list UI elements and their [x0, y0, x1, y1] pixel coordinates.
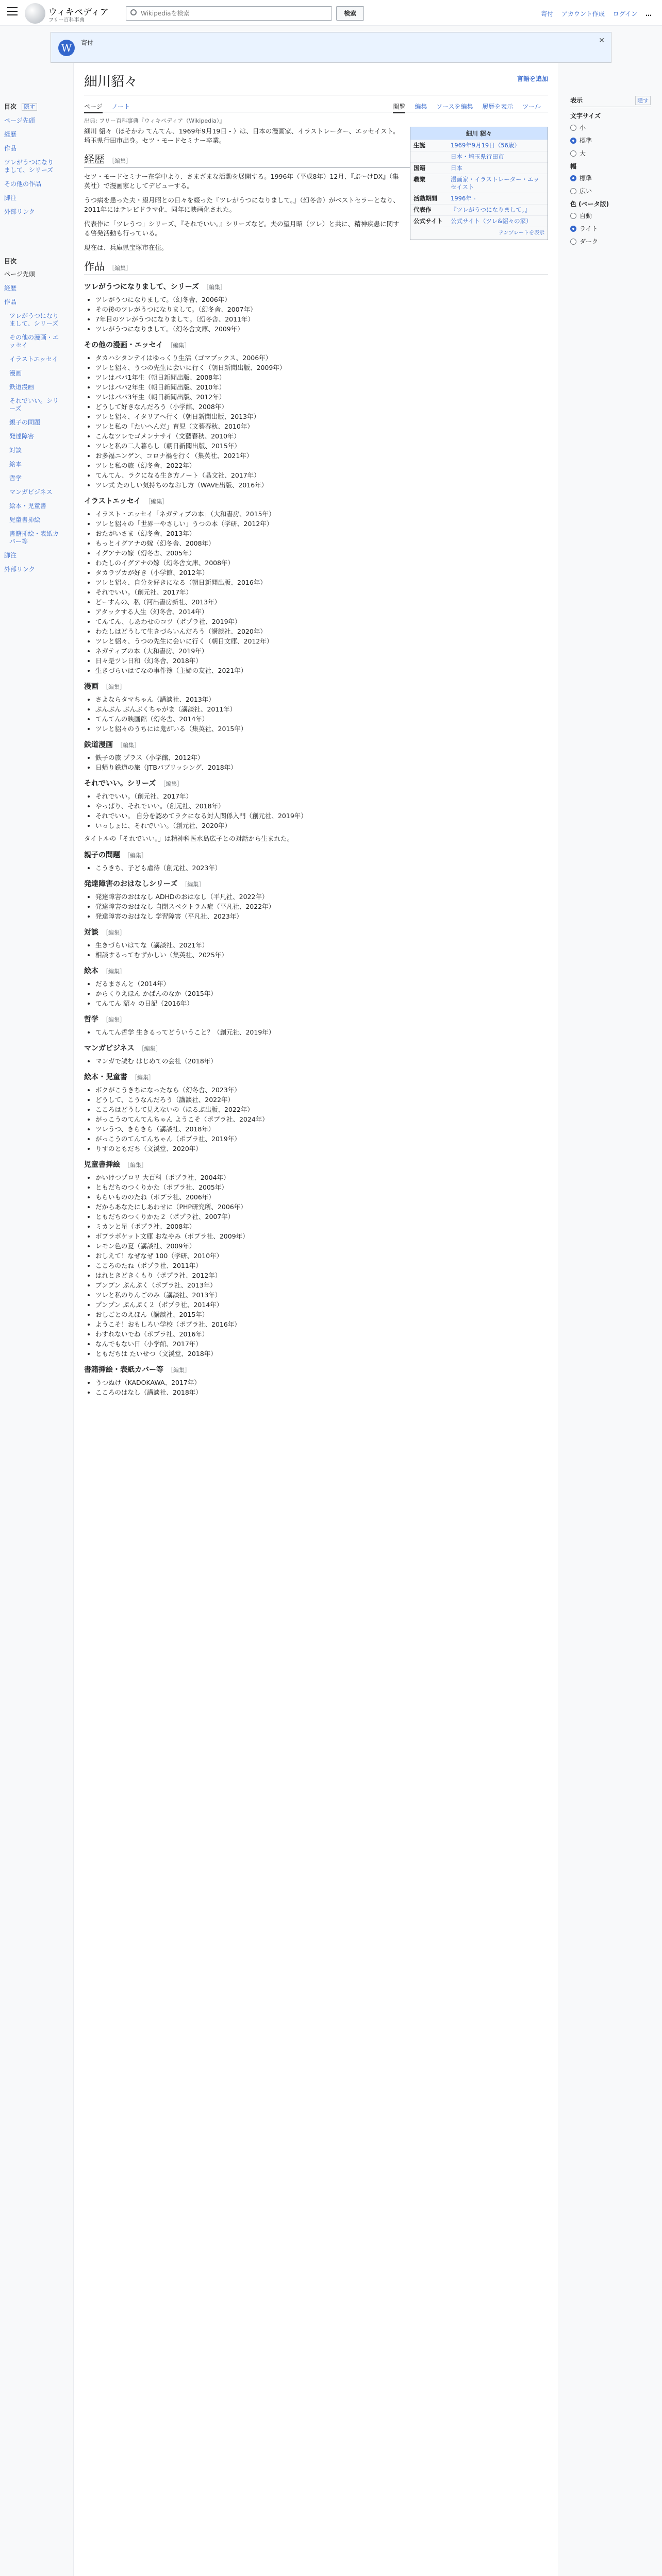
radio-button[interactable] [570, 239, 576, 245]
edit-section-link[interactable]: ［編集］ [124, 852, 147, 859]
wikipedia-logo[interactable] [25, 3, 45, 24]
works-list [84, 941, 548, 959]
infobox-value[interactable]: 漫画家・イラストレーター・エッセイスト [451, 176, 539, 191]
text-size-option[interactable] [570, 136, 651, 145]
subsection-title: その他の漫画・エッセイ [84, 341, 163, 349]
infobox-key: 職業 [413, 176, 425, 183]
toc-item[interactable]: 外部リンク [4, 566, 35, 573]
search-button[interactable]: 検索 [336, 6, 364, 21]
tab-page[interactable]: ページ [84, 103, 103, 113]
toc-item[interactable]: 作品 [4, 298, 17, 306]
toc-item[interactable]: ツレがうつになりまして、シリーズ [9, 312, 59, 327]
list-item: • 7年目のツレがうつになりまして。（幻冬舎、2011年） [95, 315, 548, 324]
appearance-header [570, 96, 651, 107]
subsection-heading [84, 851, 548, 860]
subsection-title: 児童書挿絵 [84, 1161, 120, 1169]
works-list [84, 695, 548, 733]
list-item: • うつぬけ（KADOKAWA、2017年） [95, 1378, 548, 1387]
toc-item[interactable]: 脚注 [4, 552, 17, 559]
toc-item[interactable]: 書籍挿絵・表紙カバー等 [9, 530, 59, 545]
nav-header [4, 102, 56, 111]
list-item: • おしえて！なぜなぜ 100（学研、2010年） [95, 1251, 548, 1260]
infobox-title: 細川 貂々 [410, 127, 548, 140]
list-item: • おたがいさま（幻冬舎、2013年） [95, 529, 548, 538]
tab-tools[interactable]: ツール [522, 103, 541, 110]
list-item: • アタックする人生（幻冬舎、2014年） [95, 607, 548, 616]
color-title: 色 (ベータ版) [570, 200, 609, 208]
nav-title: 目次 [4, 103, 17, 110]
subsection-title: 対談 [84, 928, 98, 937]
site-wordmark[interactable]: ウィキペディア [48, 7, 109, 18]
list-item: • もっとイグアナの嫁（幻冬舎、2008年） [95, 539, 548, 548]
list-item: • お多福ニンゲン、コロナ禍を行く（集英社、2021年） [95, 451, 548, 460]
list-item: • タカハシタンテイはゆっくり生活（ゴマブックス、2006年） [95, 353, 548, 362]
title-bar [74, 63, 558, 99]
subsection-heading [84, 1073, 548, 1082]
toc-item[interactable]: ページ先頭 [4, 270, 35, 278]
list-item: • だからあなたにしあわせに（PHP研究所、2006年） [95, 1202, 548, 1211]
edit-section-link[interactable]: ［編集］ [103, 684, 125, 690]
infobox-key: 活動期間 [413, 195, 437, 202]
infobox-value[interactable]: 公式サイト（ツレ&貂々の家） [451, 217, 532, 225]
infobox-value[interactable]: 1969年9月19日（56歳） [451, 142, 520, 149]
lead-paragraph: 細川 貂々（ほそかわ てんてん、1969年9月19日 - ）は、日本の漫画家、イラストレーター、エッセイスト。埼玉県行田市出身。セツ・モードセミナー卒業。 [84, 127, 400, 144]
search-icon [130, 9, 137, 15]
toc-item[interactable]: 経歴 [4, 284, 17, 292]
edit-section-link[interactable]: ［編集］ [203, 284, 226, 291]
subsection-heading [84, 497, 548, 506]
close-icon[interactable]: ✕ [599, 37, 605, 45]
works-list [84, 1378, 548, 1397]
subsection-title: 鉄道漫画 [84, 741, 113, 749]
subsection-heading [84, 879, 548, 889]
toc-item[interactable]: 絵本 [9, 461, 22, 468]
list-item: • わたしのイグアナの嫁（幻冬舎文庫、2008年） [95, 558, 548, 567]
page-tabs [84, 100, 548, 112]
toc-item[interactable]: それでいい。シリーズ [9, 397, 59, 412]
list-item: • がっこうのてんてんちゃん ようこそ（ポプラ社、2024年） [95, 1115, 548, 1124]
appearance-panel [570, 96, 651, 250]
width-option[interactable] [570, 174, 651, 182]
page-title: 細川貂々 [84, 74, 138, 90]
toc-item[interactable]: マンガビジネス [9, 488, 53, 496]
subsection-title: マンガビジネス [84, 1044, 135, 1053]
list-item: • 日々是ツレ日和（幻冬舎、2018年） [95, 656, 548, 665]
career-paragraph: セツ・モードセミナー在学中より、さまざまな活動を展開する。1996年（平成8年）12月、『ぶ〜けDX』（集英社）で漫画家としてデビューする。 [84, 173, 399, 190]
works-list [84, 1086, 548, 1153]
works-list [84, 979, 548, 1008]
create-account-link[interactable]: アカウント作成 [561, 10, 605, 18]
edit-section-link[interactable]: ［編集］ [131, 1074, 154, 1081]
list-item: • だるまさんと（2014年） [95, 979, 548, 988]
radio-button[interactable] [570, 226, 576, 232]
works-list [84, 295, 548, 333]
donation-banner [51, 32, 611, 63]
infobox-value[interactable]: 日本 [451, 164, 462, 172]
edit-section-link[interactable]: ［編集］ [181, 881, 205, 888]
toc-item[interactable]: 漫画 [9, 369, 22, 377]
infobox-row [410, 151, 548, 162]
subsection-heading [84, 1160, 548, 1170]
works-list [84, 892, 548, 921]
list-item: • ともだちは たいせつ（文溪堂、2018年） [95, 1349, 548, 1358]
list-item: • 発達障害のおはなし 自閉スペクトラム症（平凡社、2022年） [95, 902, 548, 911]
infobox-key: 生誕 [413, 142, 425, 149]
list-item: • それでいい。 自分を認めてラクになる対人関係入門（創元社、2019年） [95, 811, 548, 820]
list-item: • りすのともだち（文溪堂、2020年） [95, 1144, 548, 1153]
color-option[interactable] [570, 211, 651, 220]
works-note: タイトルの「それでいい。」は精神科医水島広子との対話から生まれた。 [84, 835, 294, 842]
toc-item[interactable]: イラストエッセイ [9, 355, 58, 363]
list-item: • 相談するってむずかしい（集英社、2025年） [95, 951, 548, 959]
edit-section-link[interactable]: ［編集］ [109, 265, 131, 272]
infobox-key: 国籍 [413, 164, 425, 172]
text-size-title: 文字サイズ [570, 112, 601, 120]
infobox-key: 公式サイト [413, 217, 443, 225]
infobox-row [410, 193, 548, 204]
subsection-heading [84, 1015, 548, 1025]
list-item: • ツレはパパ2年生（朝日新聞出版、2010年） [95, 383, 548, 392]
list-item: • マンガで読む はじめての会社（2018年） [95, 1057, 548, 1065]
search-input[interactable] [140, 7, 294, 20]
list-item: • イグアナの嫁（幻冬舎、2005年） [95, 549, 548, 557]
subsection-title: 絵本 [84, 967, 98, 975]
radio-button[interactable] [570, 150, 576, 157]
infobox-key [413, 153, 451, 161]
list-item: • ツレと私の旅（幻冬舎、2022年） [95, 461, 548, 470]
list-item: • ツレと私の「たいへんだ」育児（文藝春秋、2010年） [95, 422, 548, 431]
edit-section-link[interactable]: ［編集］ [109, 158, 131, 164]
tab-history[interactable]: 履歴を表示 [482, 103, 514, 110]
add-language-button[interactable]: 言語を追加 [517, 75, 548, 82]
list-item: • ツレ式 たのしい気持ちのなおし方（WAVE出版、2016年） [95, 481, 548, 489]
list-item: • どうして好きなんだろう（小学館、2008年） [95, 402, 548, 411]
list-item: • さよならタマちゃん（講談社、2013年） [95, 695, 548, 704]
list-item: • てんてん、ラクになる生き方ノート（晶文社、2017年） [95, 471, 548, 480]
works-list [84, 863, 548, 872]
text-size-option[interactable] [570, 123, 651, 132]
width-option-label: 標準 [580, 175, 592, 182]
infobox-value[interactable]: 1996年 - [451, 195, 476, 202]
subsection-title: イラストエッセイ [84, 497, 141, 505]
list-item: • どーすんの、私（河出書房新社、2013年） [95, 598, 548, 606]
edit-section-link[interactable]: ［編集］ [103, 1016, 125, 1023]
works-list [84, 510, 548, 675]
nav-item[interactable]: その他の作品 [4, 180, 42, 188]
text-size-option-label: 大 [580, 150, 586, 157]
infobox-row [410, 162, 548, 174]
main-menu-icon[interactable] [7, 7, 18, 15]
donate-link[interactable]: 寄付 [541, 10, 554, 18]
template-link[interactable]: テンプレートを表示 [410, 227, 548, 240]
infobox-row [410, 174, 548, 193]
subsection-title: 哲学 [84, 1015, 98, 1024]
site-tagline: フリー百科事典 [48, 18, 85, 23]
list-item: • ネガティブの本（大和書房、2019年） [95, 647, 548, 655]
color-option-label: ライト [580, 225, 598, 232]
search-box[interactable] [126, 6, 332, 21]
list-item: • はれときどきくもり（ポプラ社、2012年） [95, 1271, 548, 1280]
radio-button[interactable] [570, 175, 576, 181]
width-option[interactable] [570, 187, 651, 195]
subsection-heading [84, 341, 548, 350]
works-list [84, 353, 548, 489]
subsection-heading [84, 779, 548, 789]
list-item: • ツレと貂々のうちには鬼がいる（集英社、2015年） [95, 724, 548, 733]
width-title: 幅 [570, 163, 577, 170]
list-item: • 生きづらいはてな（講談社、2021年） [95, 941, 548, 950]
edit-section-link[interactable]: ［編集］ [103, 968, 125, 975]
list-item: • がっこうのてんてんちゃん（ポプラ社、2019年） [95, 1134, 548, 1143]
edit-section-link[interactable]: ［編集］ [168, 1367, 190, 1374]
infobox-value[interactable]: 『ツレがうつになりまして。』 [451, 206, 531, 213]
appearance-title: 表示 [570, 97, 583, 104]
top-header [0, 0, 662, 26]
list-item: • 日帰り鉄道の旅（JTBパブリッシング、2018年） [95, 763, 548, 772]
list-item: • ツレと貂々、うつの先生に会いに行く（朝日文庫、2012年） [95, 637, 548, 646]
list-item: • ツレと私の二人暮らし（朝日新聞出版、2015年） [95, 442, 548, 450]
nav-item[interactable]: ツレがうつになりまして、シリーズ [4, 159, 54, 174]
list-item: • ツレうつ、きらきら（講談社、2018年） [95, 1125, 548, 1133]
toc-title: 目次 [4, 258, 17, 265]
list-item: • かいけつゾロリ 大百科（ポプラ社、2004年） [95, 1173, 548, 1182]
list-item: • ツレはパパ1年生（朝日新聞出版、2008年） [95, 373, 548, 382]
heading-career-text: 経歴 [84, 153, 105, 165]
list-item: • やっぱり、それでいい。（創元社、2018年） [95, 802, 548, 810]
source-line: 出典: フリー百科事典『ウィキペディア（Wikipedia）』 [84, 117, 225, 124]
edit-section-link[interactable]: ［編集］ [124, 1162, 147, 1168]
list-item: • わたしはどうして生きづらいんだろう（講談社、2020年） [95, 627, 548, 636]
radio-button[interactable] [570, 213, 576, 219]
user-links [535, 9, 652, 18]
wikipedia-w-icon: W [58, 40, 75, 56]
banner-text: 寄付 [81, 39, 94, 46]
heading-works-text: 作品 [84, 260, 105, 273]
list-item: • 発達障害のおはなし 学習障害（平凡社、2023年） [95, 912, 548, 921]
toc-item[interactable]: 児童書挿絵 [9, 516, 41, 523]
list-item: • こころはどうして見えないの（ほるぷ出版、2022年） [95, 1105, 548, 1114]
subsection-heading [84, 740, 548, 750]
list-item: • その後のツレがうつになりまして。（幻冬舎、2007年） [95, 305, 548, 314]
list-item: • ポプラポケット文庫 おなやみ（ポプラ社、2009年） [95, 1232, 548, 1241]
list-item: • ツレがうつになりまして。（幻冬舎、2006年） [95, 295, 548, 304]
nav-item[interactable]: 脚注 [4, 194, 17, 201]
edit-section-link[interactable]: ［編集］ [145, 498, 168, 505]
edit-section-link[interactable]: ［編集］ [117, 742, 140, 749]
nav-item[interactable]: 外部リンク [4, 208, 35, 215]
toc-item[interactable]: その他の漫画・エッセイ [9, 334, 59, 349]
list-item: • それでいい。（創元社、2017年） [95, 792, 548, 801]
subsection-heading [84, 1044, 548, 1054]
text-size-option-label: 小 [580, 124, 586, 131]
list-item: • ツレと貂々、うつの先生に会いに行く（朝日新聞出版、2009年） [95, 363, 548, 372]
tab-talk[interactable]: ノート [111, 103, 130, 110]
infobox-row [410, 204, 548, 215]
list-item: • それでいい。（創元社、2017年） [95, 588, 548, 597]
nav-item[interactable]: ページ先頭 [4, 117, 35, 124]
list-item: • こころのはなし（講談社、2018年） [95, 1388, 548, 1397]
works-list [84, 1057, 548, 1065]
list-item: • もらいもののたね（ポプラ社、2006年） [95, 1193, 548, 1201]
subsection-heading [84, 967, 548, 976]
list-item: • いっしょに、それでいい。（創元社、2020年） [95, 821, 548, 830]
list-item: • こんなツレでゴメンナサイ（文藝春秋、2010年） [95, 432, 548, 440]
toc-item[interactable]: 哲学 [9, 474, 22, 482]
text-size-option-label: 標準 [580, 137, 592, 144]
subsection-title: 親子の問題 [84, 851, 120, 859]
toc-item[interactable]: 発達障害 [9, 433, 35, 440]
color-option[interactable] [570, 224, 651, 233]
edit-section-link[interactable]: ［編集］ [160, 781, 183, 787]
tab-edit[interactable]: 編集 [415, 103, 427, 110]
color-option[interactable] [570, 237, 651, 246]
heading-works [84, 262, 548, 275]
subsection-heading [84, 928, 548, 938]
list-item: • ともだちのつくりかた２（ポプラ社、2007年） [95, 1212, 548, 1221]
works-list [84, 1173, 548, 1358]
subsection-heading [84, 682, 548, 692]
nav-item[interactable]: 経歴 [4, 131, 17, 138]
list-item: • ツレがうつになりまして。（幻冬舎文庫、2009年） [95, 325, 548, 333]
toc-item[interactable]: 親子の問題 [9, 419, 41, 426]
page-tools-nav [4, 102, 56, 222]
toc-item[interactable]: 鉄道漫画 [9, 383, 35, 391]
appearance-hide-button[interactable]: 隠す [635, 96, 651, 105]
article-body [84, 127, 548, 1401]
toc-item[interactable]: 対談 [9, 447, 22, 454]
list-item: • 鉄子の旅 プラス（小学館、2012年） [95, 753, 548, 762]
edit-section-link[interactable]: ［編集］ [103, 929, 125, 936]
width-option-label: 広い [580, 188, 592, 195]
list-item: • プンプン ぷんぷく（ポプラ社、2013年） [95, 1281, 548, 1290]
list-item: • レモン色の夏（講談社、2009年） [95, 1242, 548, 1250]
list-item: • ツレと貂々、イタリアへ行く（朝日新聞出版、2013年） [95, 412, 548, 421]
list-item: • 発達障害のおはなし ADHDのおはなし（平凡社、2022年） [95, 892, 548, 901]
list-item: • タカラヅカが好き（小学館、2012年） [95, 568, 548, 577]
subsection-heading [84, 1365, 548, 1375]
list-item: • イラスト・エッセイ「ネガティブの本」（大和書房、2015年） [95, 510, 548, 518]
infobox-key: 代表作 [413, 206, 432, 213]
list-item: • てんてんの映画館（幻冬舎、2014年） [95, 715, 548, 723]
edit-section-link[interactable]: ［編集］ [138, 1045, 161, 1052]
works-list [84, 753, 548, 772]
list-item: • おしごとのえほん（講談社、2015年） [95, 1310, 548, 1319]
list-item: • ミカンと星（ポプラ社、2008年） [95, 1222, 548, 1231]
list-item: • ツレと貂々、自分を好きになる（朝日新聞出版、2016年） [95, 578, 548, 587]
infobox-row [410, 215, 548, 227]
table-of-contents [4, 257, 60, 580]
list-item: • こころのたね（ポプラ社、2011年） [95, 1261, 548, 1270]
works-list [84, 1028, 548, 1037]
career-paragraph: うつ病を患った夫・望月昭との日々を綴った『ツレがうつになりまして。』（幻冬舎）がベストセラーとなり、2011年にはテレビドラマ化、同年に映画化された。 [84, 196, 400, 213]
list-item: • 生きづらいはてなの事件簿（主婦の友社、2021年） [95, 666, 548, 675]
main-content [73, 63, 558, 2576]
tab-edit-source[interactable]: ソースを編集 [436, 103, 473, 110]
list-item: • なんでもない日（小学館、2017年） [95, 1340, 548, 1348]
subsection-title: それでいい。シリーズ [84, 779, 156, 788]
subsection-title: 発達障害のおはなしシリーズ [84, 880, 178, 888]
career-paragraph: 代表作に「ツレうつ」シリーズ、『それでいい。』シリーズなど。夫の望月昭（ツレ）と共に、精神疾患に関する啓発活動も行っている。 [84, 220, 400, 237]
color-option-label: ダーク [580, 238, 599, 245]
radio-button[interactable] [570, 125, 576, 131]
list-item: • わすれないでね（ポプラ社、2016年） [95, 1330, 548, 1338]
infobox [410, 127, 548, 240]
nav-hide-button[interactable]: 隠す [22, 103, 37, 111]
subsection-title: 漫画 [84, 683, 98, 691]
list-item: • ツレと貂々の「世界一やさしい」うつの本（学研、2012年） [95, 519, 548, 528]
color-option-label: 自動 [580, 212, 592, 219]
works-list [84, 792, 548, 830]
radio-button[interactable] [570, 138, 576, 144]
tab-read[interactable]: 閲覧 [393, 103, 405, 113]
list-item: • こうきち、子ども虐待（創元社、2023年） [95, 863, 548, 872]
infobox-row [410, 140, 548, 151]
list-item: • ツレと私のりんごのみ（講談社、2013年） [95, 1291, 548, 1299]
edit-section-link[interactable]: ［編集］ [167, 342, 190, 349]
list-item: • ともだちのつくりかた（ポプラ社、2005年） [95, 1183, 548, 1192]
career-paragraph: 現在は、兵庫県宝塚市在住。 [84, 244, 168, 251]
list-item: • どうして、こうなんだろう（講談社、2022年） [95, 1095, 548, 1104]
list-item: • てんてん哲学 生きるってどういうこと？（創元社、2019年） [95, 1028, 548, 1037]
list-item: • てんてん 貂々 の日記（2016年） [95, 999, 548, 1008]
list-item: • ボクがこうきちになったなら（幻冬舎、2023年） [95, 1086, 548, 1094]
subsection-heading [84, 282, 548, 292]
list-item: • ようこそ！おもしろい学校（ポプラ社、2016年） [95, 1320, 548, 1329]
infobox-value[interactable]: 日本・埼玉県行田市 [451, 153, 504, 160]
radio-button[interactable] [570, 188, 576, 194]
more-options-icon[interactable]: … [646, 10, 652, 18]
list-item: • ぶんぶん ぶんぶくちゃがま（講談社、2011年） [95, 705, 548, 714]
list-item: • てんてん、しあわせのコツ（ポプラ社、2019年） [95, 617, 548, 626]
login-link[interactable]: ログイン [613, 10, 638, 18]
nav-item[interactable]: 作品 [4, 145, 17, 152]
text-size-option[interactable] [570, 149, 651, 158]
list-item: • ツレはパパ3年生（朝日新聞出版、2012年） [95, 393, 548, 401]
subsection-title: 書籍挿絵・表紙カバー等 [84, 1366, 163, 1374]
subsection-title: ツレがうつになりまして、シリーズ [84, 283, 200, 291]
list-item: • プンプン ぷんぷく２（ポプラ社、2014年） [95, 1300, 548, 1309]
subsection-title: 絵本・児童書 [84, 1073, 127, 1081]
list-item: • からくりえほん かばんのなか（2015年） [95, 989, 548, 998]
toc-item[interactable]: 絵本・児童書 [9, 502, 47, 510]
